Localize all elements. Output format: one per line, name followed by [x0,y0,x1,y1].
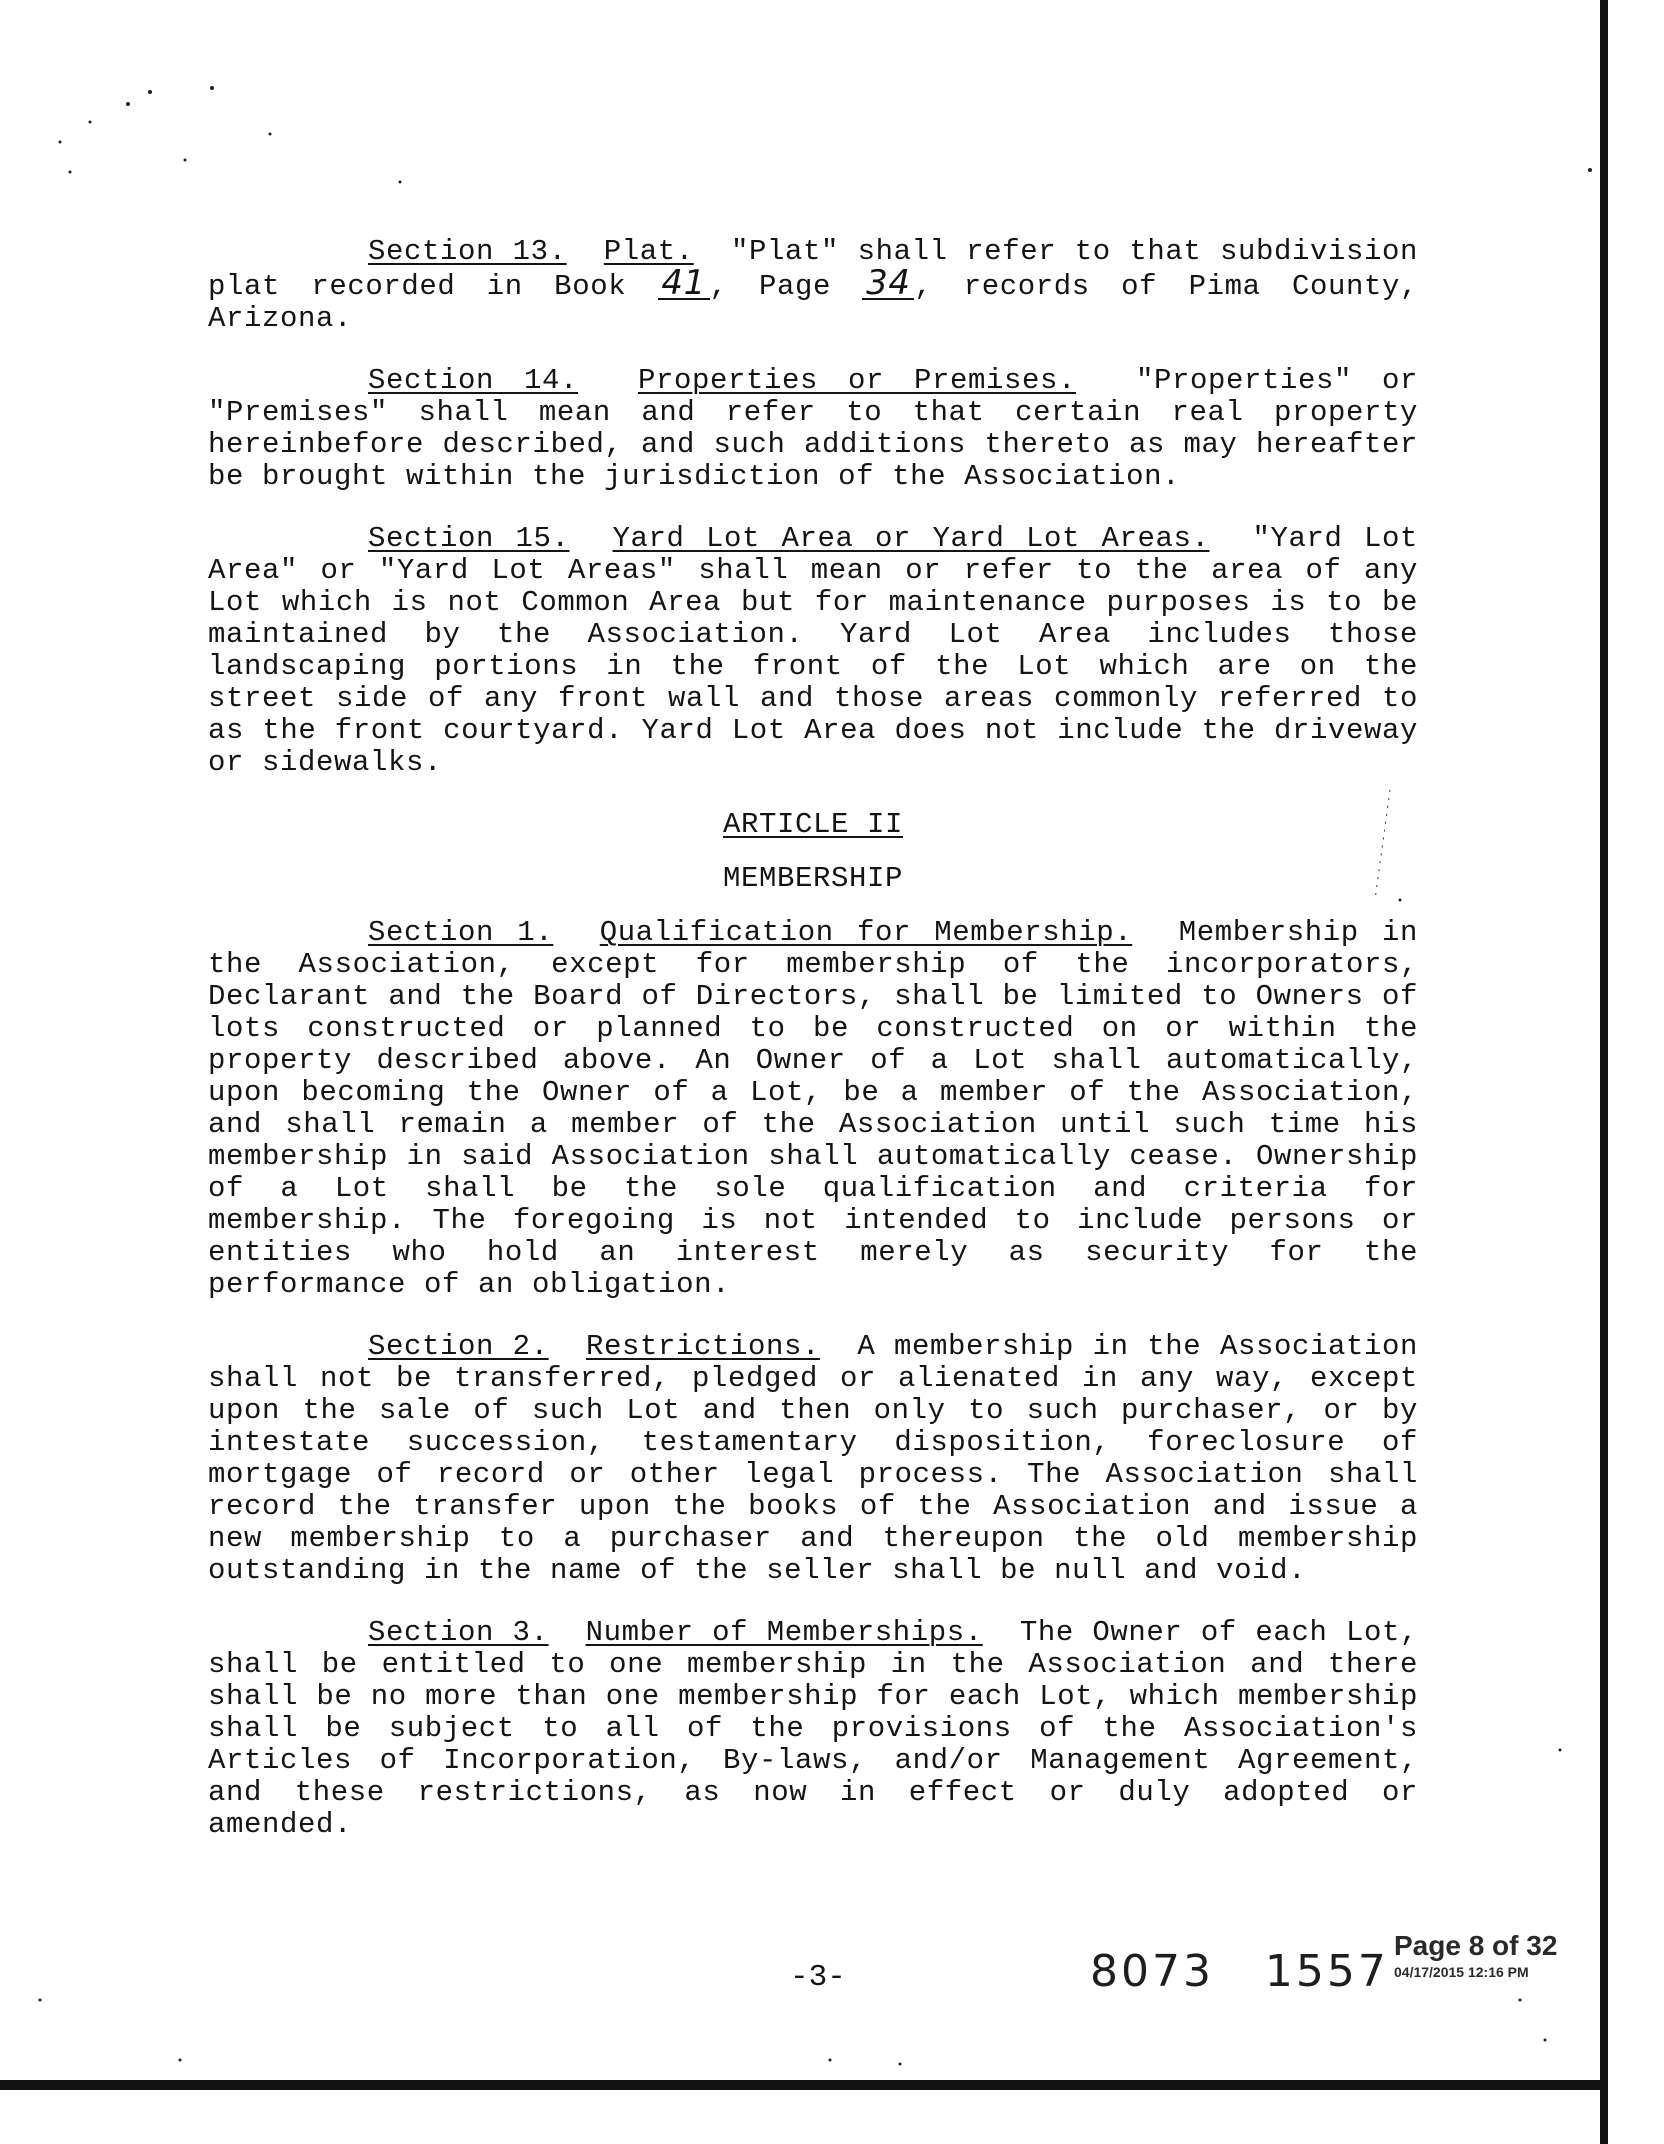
article-section-2-label: Section 2. [368,1330,549,1363]
page-number: -3- [790,1960,846,1995]
article-section-3 [208,1617,1418,1841]
section-15-text: "Yard Lot Area" or "Yard Lot Areas" shall mean or refer to the area of any Lot which is not Common Area but for maintenance purposes is to be maintained by the Association. Yard Lot Area includes those landscaping portions in the front of the Lot which are on the street side of any front wall and those areas commonly referred to as the front courtyard. Yard Lot Area does not include the driveway or sidewalks. [208,522,1418,779]
section-15-label: Section 15. [368,522,570,555]
section-14-label: Section 14. [368,364,579,397]
section-13-title: Plat. [603,235,694,268]
document-page [208,236,1418,1871]
section-14 [208,365,1418,493]
section-15 [208,523,1418,779]
article-section-2-title: Restrictions. [585,1330,821,1363]
stamp-timestamp: 04/17/2015 12:16 PM [1394,1964,1529,1980]
stamp-page-count: Page 8 of 32 [1394,1930,1558,1961]
page-stamp [1394,1930,1557,1980]
article-section-3-label: Section 3. [368,1616,549,1649]
article-section-1-label: Section 1. [368,916,554,949]
article-section-3-text: The Owner of each Lot, shall be entitled to one membership in the Association and there shall be no more than one membership for each Lot, which membership shall be subject to all of the provisions of the Association's Articles of Incorporation, By-laws, and/or Management Agreement, and these restrictions, as now in effect or duly adopted or amended. [208,1616,1418,1841]
section-14-title: Properties or Premises. [637,364,1077,397]
section-13 [208,236,1418,335]
recording-reference: 8073 1557 [1090,1946,1389,1997]
article-section-1-title: Qualification for Membership. [599,916,1133,949]
article-section-1 [208,917,1418,1301]
section-13-text-a: "Plat" shall refer to that subdivision plat recorded in Book [208,235,1418,303]
section-13-label: Section 13. [368,235,567,268]
section-13-text-b: , Page [709,270,831,303]
section-15-title: Yard Lot Area or Yard Lot Areas. [612,522,1210,555]
section-13-text-c: , records of Pima County, Arizona. [208,270,1418,335]
article-section-3-title: Number of Memberships. [585,1616,983,1649]
article-section-2-text: A membership in the Association shall not be transferred, pledged or alienated in any way, except upon the sale of such Lot and then only to such purchaser, or by intestate succession, testamentary disposition, foreclosure of mortgage of record or other legal process. The Association shall record the transfer upon the books of the Association and issue a new membership to a purchaser and thereupon the old membership outstanding in the name of the seller shall be null and void. [208,1330,1418,1587]
section-14-text: "Properties" or "Premises" shall mean and refer to that certain real property hereinbefore described, and such additions thereto as may hereafter be brought within the jurisdiction of the Association. [208,364,1419,493]
book-number-handwritten: 41 [658,268,710,300]
article-number: ARTICLE II [722,808,904,841]
article-title: MEMBERSHIP [722,862,904,895]
page-number-handwritten: 34 [862,268,914,300]
article-section-2 [208,1331,1418,1587]
article-section-1-text: Membership in the Association, except for membership of the incorporators, Declarant and the Board of Directors, shall be limited to Owners of lots constructed or planned to be constructed on or within the property described above. An Owner of a Lot shall automatically, upon becoming the Owner of a Lot, be a member of the Association, and shall remain a member of the Association until such time his membership in said Association shall automatically cease. Ownership of a Lot shall be the sole qualification and criteria for membership. The foregoing is not intended to include persons or entities who hold an interest merely as security for the performance of an obligation. [208,916,1418,1301]
